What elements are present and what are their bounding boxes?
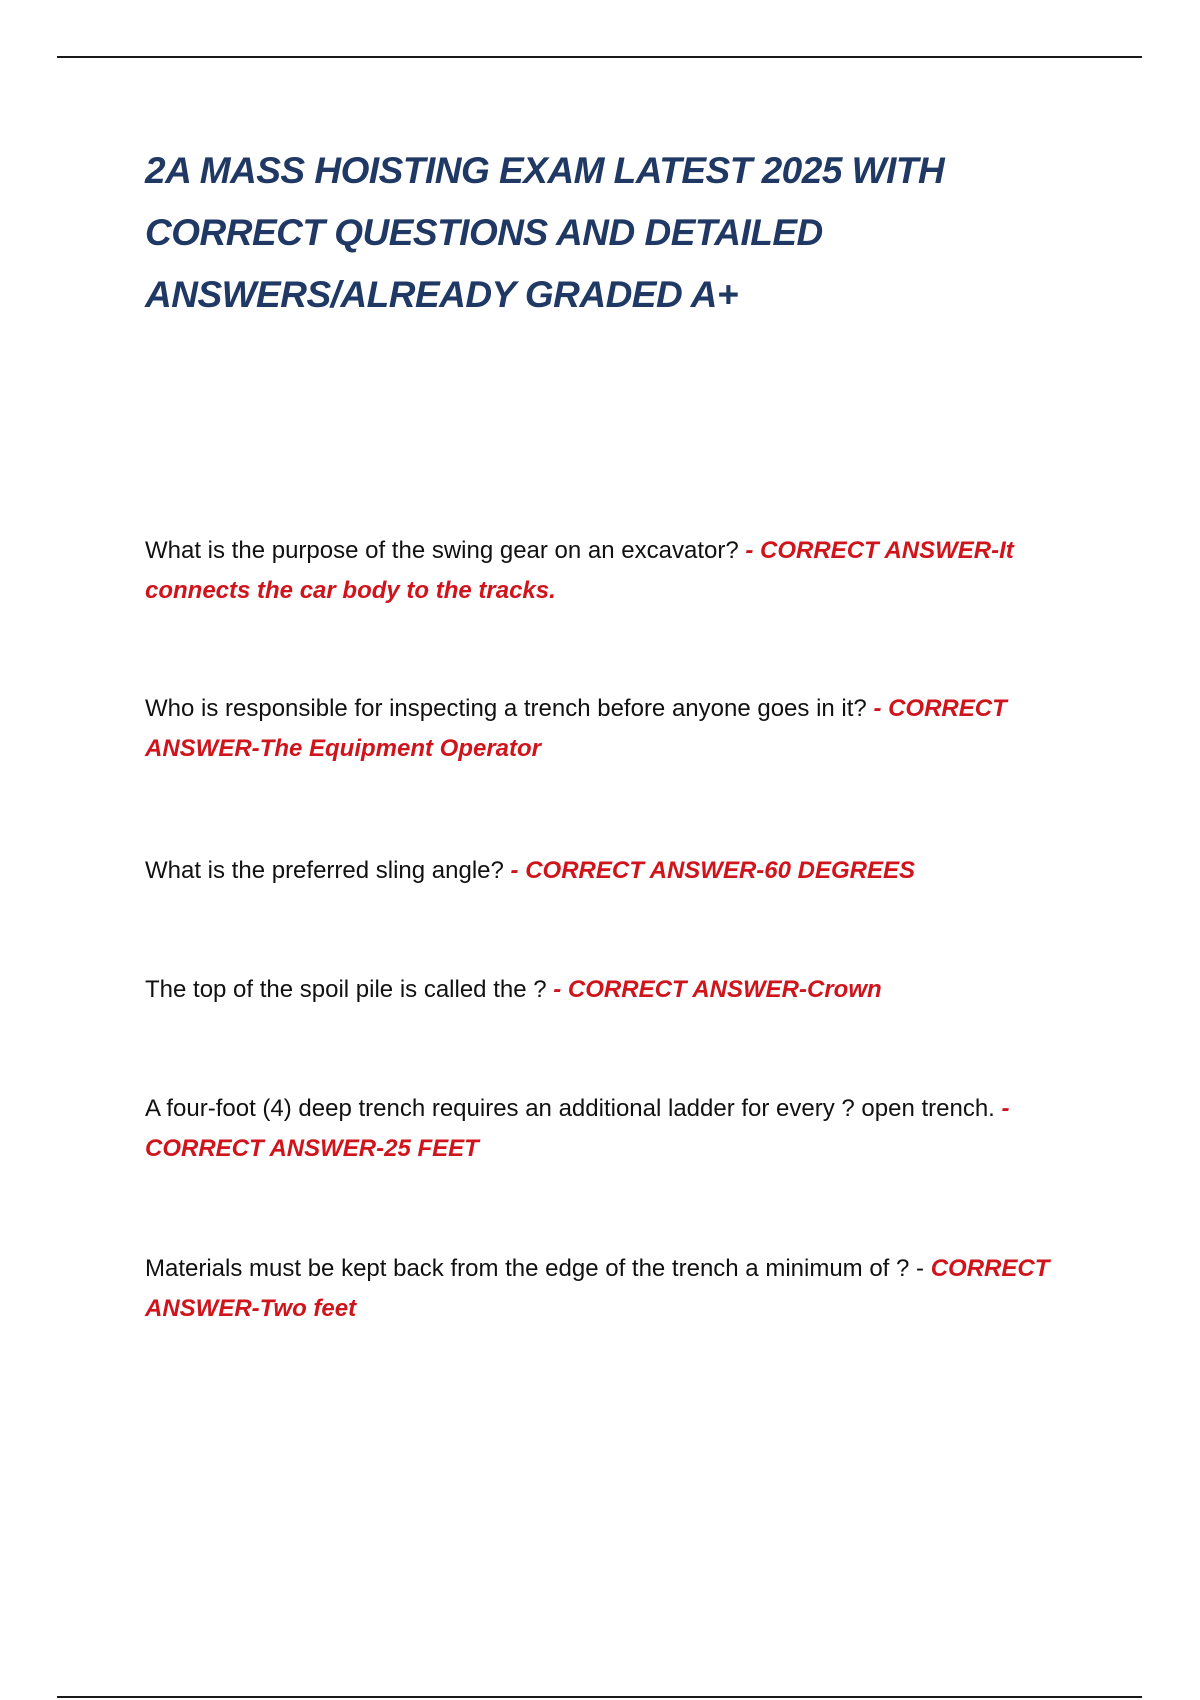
question-text: What is the purpose of the swing gear on an excavator?	[145, 537, 746, 564]
bottom-rule	[57, 1696, 1142, 1698]
qa-item-6	[145, 1249, 1105, 1329]
qa-item-1	[145, 531, 1105, 611]
answer-text: CORRECT ANSWER-Two feet	[145, 1255, 1050, 1322]
qa-item-2	[145, 689, 1105, 769]
document-title: 2A MASS HOISTING EXAM LATEST 2025 WITH CORRECT QUESTIONS AND DETAILED ANSWERS/ALREADY GRADED A+	[145, 150, 945, 315]
question-text: What is the preferred sling angle?	[145, 857, 511, 884]
answer-text: - CORRECT ANSWER-60 DEGREES	[510, 857, 916, 884]
answer-text: - CORRECT ANSWER-25 FEET	[145, 1095, 1010, 1162]
question-text: Who is responsible for inspecting a trench before anyone goes in it?	[145, 695, 874, 722]
qa-item-3	[145, 851, 1105, 891]
answer-text: - CORRECT ANSWER-Crown	[553, 976, 882, 1003]
qa-item-4	[145, 970, 1105, 1010]
answer-text: - CORRECT ANSWER-It connects the car body to the tracks.	[145, 537, 1014, 604]
question-text: Materials must be kept back from the edge of the trench a minimum of ? -	[145, 1255, 931, 1282]
top-rule	[57, 56, 1142, 58]
question-text: A four-foot (4) deep trench requires an additional ladder for every ? open trench.	[145, 1095, 1002, 1122]
answer-text: - CORRECT ANSWER-The Equipment Operator	[145, 695, 1007, 762]
qa-item-5	[145, 1089, 1105, 1169]
question-text: The top of the spoil pile is called the ?	[145, 976, 554, 1003]
